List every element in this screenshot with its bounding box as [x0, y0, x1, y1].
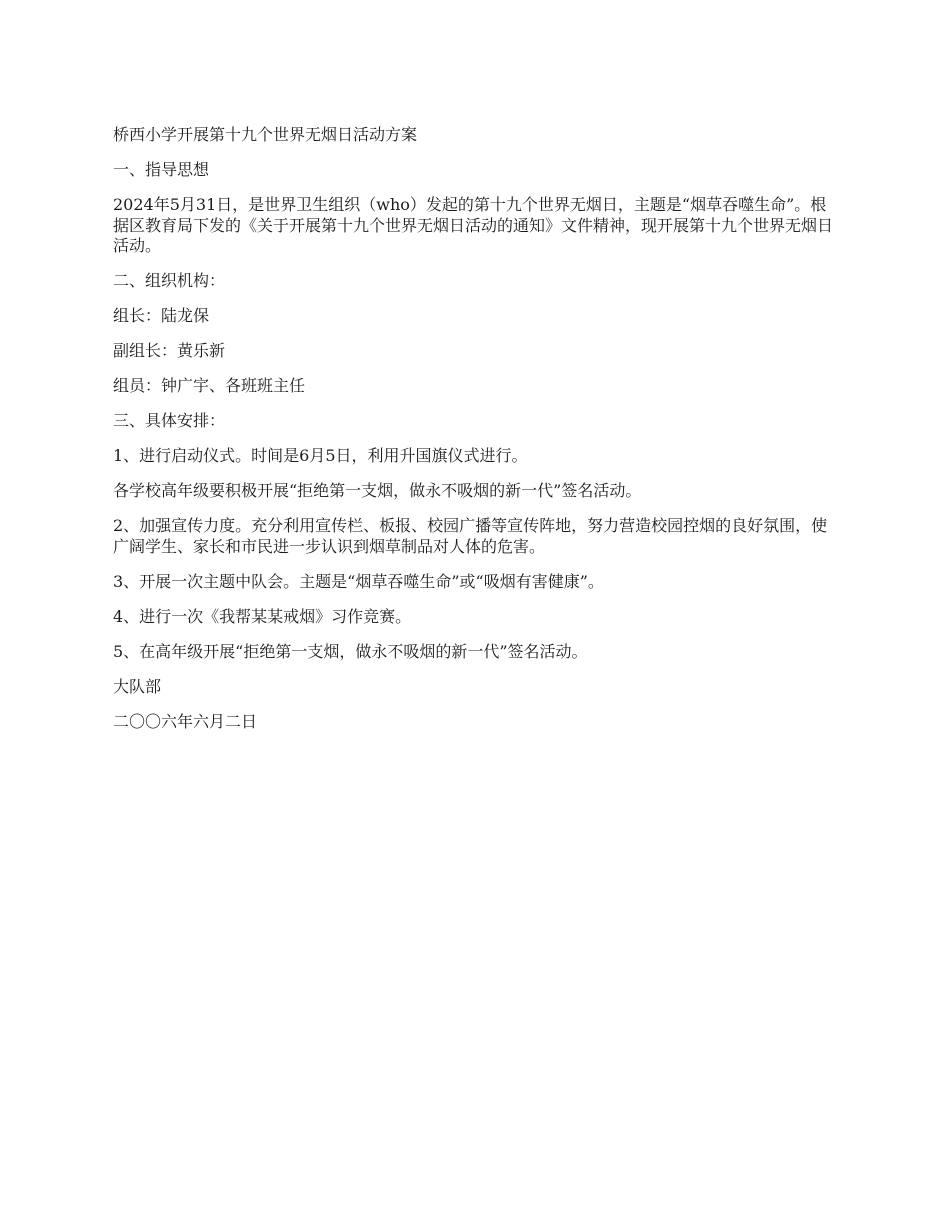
- members-line: 组员：钟广宇、各班班主任: [113, 376, 306, 395]
- section-heading-organization: 二、组织机构：: [113, 271, 226, 290]
- signature-date: 二〇〇六年六月二日: [113, 711, 258, 731]
- section-heading-arrangements: 三、具体安排：: [113, 411, 226, 430]
- arrangement-item-1: 1、进行启动仪式。时间是6月5日，利用升国旗仪式进行。: [113, 446, 528, 465]
- section-heading-guiding-ideology: 一、指导思想: [113, 160, 210, 179]
- deputy-leader-line: 副组长：黄乐新: [113, 341, 226, 360]
- arrangement-item-5: 5、在高年级开展“拒绝第一支烟，做永不吸烟的新一代”签名活动。: [113, 641, 588, 661]
- document-page: [113, 125, 837, 747]
- arrangement-note: 各学校高年级要积极开展“拒绝第一支烟，做永不吸烟的新一代”签名活动。: [113, 481, 642, 500]
- document-title: 桥西小学开展第十九个世界无烟日活动方案: [113, 125, 418, 144]
- arrangement-item-2: 2、加强宣传力度。充分利用宣传栏、板报、校园广播等宣传阵地，努力营造校园控烟的良好氛围，使广阔学生、家长和市民进一步认识到烟草制品对人体的危害。: [113, 516, 828, 556]
- intro-paragraph: 2024年5月31日，是世界卫生组织（who）发起的第十九个世界无烟日，主题是“烟草吞噬生命”。根据区教育局下发的《关于开展第十九个世界无烟日活动的通知》文件精神，现开展第十九个世界无烟日活动。: [113, 195, 834, 255]
- leader-line: 组长：陆龙保: [113, 306, 210, 325]
- arrangement-item-3: 3、开展一次主题中队会。主题是“烟草吞噬生命”或“吸烟有害健康”。: [113, 571, 604, 591]
- arrangement-item-4: 4、进行一次《我帮某某戒烟》习作竞赛。: [113, 606, 412, 626]
- signature-department: 大队部: [113, 676, 162, 696]
